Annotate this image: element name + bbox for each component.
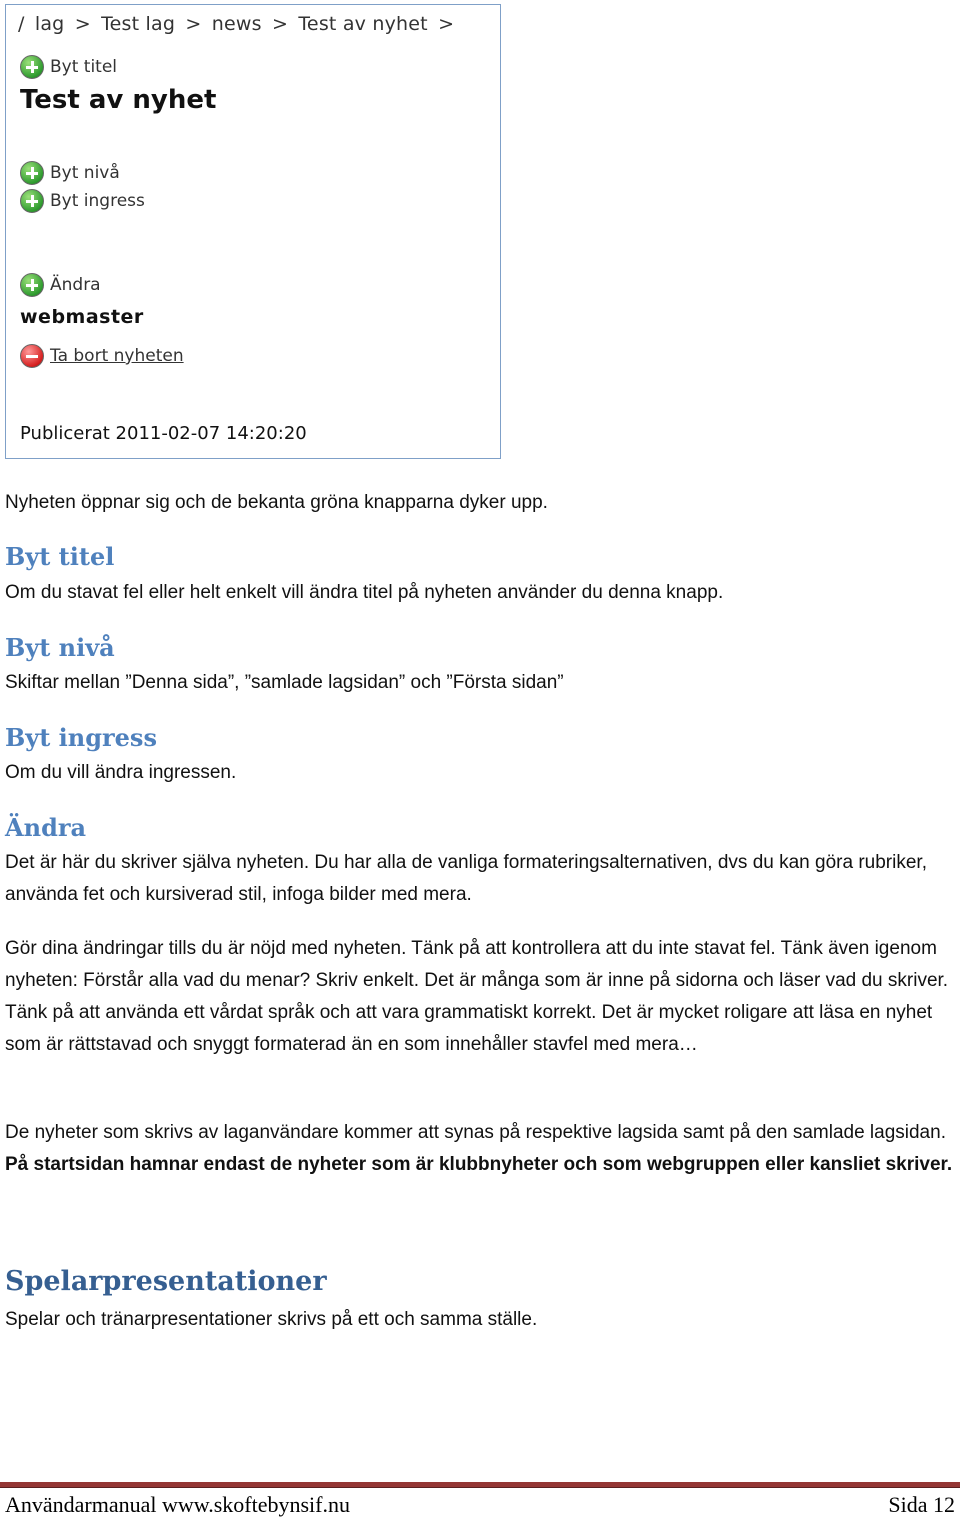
- ta-bort-nyheten-button[interactable]: [20, 344, 184, 368]
- paragraph-andringar: Gör dina ändringar tills du är nöjd med nyheten. Tänk på att kontrollera att du inte stavat fel. Tänk även igenom nyheten: Förstår alla vad du menar? Skriv enkelt. Det är många som är inne på sidorna och läser vad du skriver. Tänk på att använda ett vårdat språk och att vara grammatiskt korrekt. Det är mycket roligare att läsa en nyhet som är rättstavad och snyggt formaterad än en som innehåller stavfel med mera…: [5, 938, 949, 1055]
- paragraph-nyheter-plain: De nyheter som skrivs av laganvändare kommer att synas på respektive lagsida samt på den samlade lagsidan.: [5, 1122, 946, 1143]
- ta-bort-nyheten-link[interactable]: Ta bort nyheten: [50, 346, 184, 366]
- news-admin-screenshot: [5, 4, 501, 459]
- heading-andra: Ändra: [5, 813, 87, 842]
- footer-page-number: Sida 12: [888, 1492, 955, 1517]
- andra-button[interactable]: [20, 273, 101, 297]
- breadcrumb-root[interactable]: /: [18, 13, 25, 35]
- heading-byt-ingress: Byt ingress: [5, 723, 157, 752]
- plus-icon: [20, 273, 44, 297]
- breadcrumb-item-news[interactable]: news: [211, 13, 262, 35]
- paragraph-nyheter: [5, 1117, 955, 1181]
- byt-niva-button[interactable]: [20, 161, 120, 185]
- paragraph-byt-ingress: Om du vill ändra ingressen.: [5, 762, 237, 783]
- plus-icon: [20, 189, 44, 213]
- breadcrumb-item-test-av-nyhet[interactable]: Test av nyhet: [298, 13, 428, 35]
- paragraph-byt-titel: Om du stavat fel eller helt enkelt vill ändra titel på nyheten använder du denna knapp.: [5, 582, 724, 603]
- byt-ingress-label: Byt ingress: [50, 191, 145, 211]
- andra-label: Ändra: [50, 275, 101, 295]
- paragraph-byt-niva: Skiftar mellan ”Denna sida”, ”samlade lagsidan” och ”Första sidan”: [5, 672, 564, 693]
- paragraph-andra: Det är här du skriver själva nyheten. Du har alla de vanliga formateringsalternativen, dvs du kan göra rubriker, använda fet och kursiverad stil, infoga bilder med mera.: [5, 852, 927, 905]
- breadcrumb: [18, 13, 454, 35]
- published-timestamp: Publicerat 2011-02-07 14:20:20: [20, 423, 307, 444]
- footer-manual-title: Användarmanual www.skoftebynsif.nu: [5, 1492, 350, 1517]
- byt-titel-button[interactable]: [20, 55, 117, 79]
- paragraph-spelarpresentationer: Spelar och tränarpresentationer skrivs på ett och samma ställe.: [5, 1309, 538, 1330]
- byt-niva-label: Byt nivå: [50, 163, 120, 183]
- news-title: Test av nyhet: [20, 85, 217, 115]
- heading-byt-titel: Byt titel: [5, 542, 115, 571]
- plus-icon: [20, 55, 44, 79]
- byt-ingress-button[interactable]: [20, 189, 145, 213]
- paragraph-nyheter-bold: På startsidan hamnar endast de nyheter som är klubbnyheter och som webgruppen eller kansliet skriver.: [5, 1154, 953, 1175]
- breadcrumb-separator: >: [271, 13, 289, 35]
- breadcrumb-separator: >: [438, 13, 455, 35]
- breadcrumb-item-test-lag[interactable]: Test lag: [101, 13, 176, 35]
- heading-byt-niva: Byt nivå: [5, 633, 115, 662]
- breadcrumb-separator: >: [185, 13, 202, 35]
- breadcrumb-item-lag[interactable]: lag: [34, 13, 65, 35]
- author-name: webmaster: [20, 306, 144, 328]
- intro-paragraph: Nyheten öppnar sig och de bekanta gröna knapparna dyker upp.: [5, 492, 548, 513]
- heading-spelarpresentationer: Spelarpresentationer: [5, 1266, 327, 1297]
- breadcrumb-separator: >: [74, 13, 91, 35]
- plus-icon: [20, 161, 44, 185]
- footer-divider: [0, 1482, 960, 1488]
- byt-titel-label: Byt titel: [50, 57, 118, 77]
- minus-icon: [20, 344, 44, 368]
